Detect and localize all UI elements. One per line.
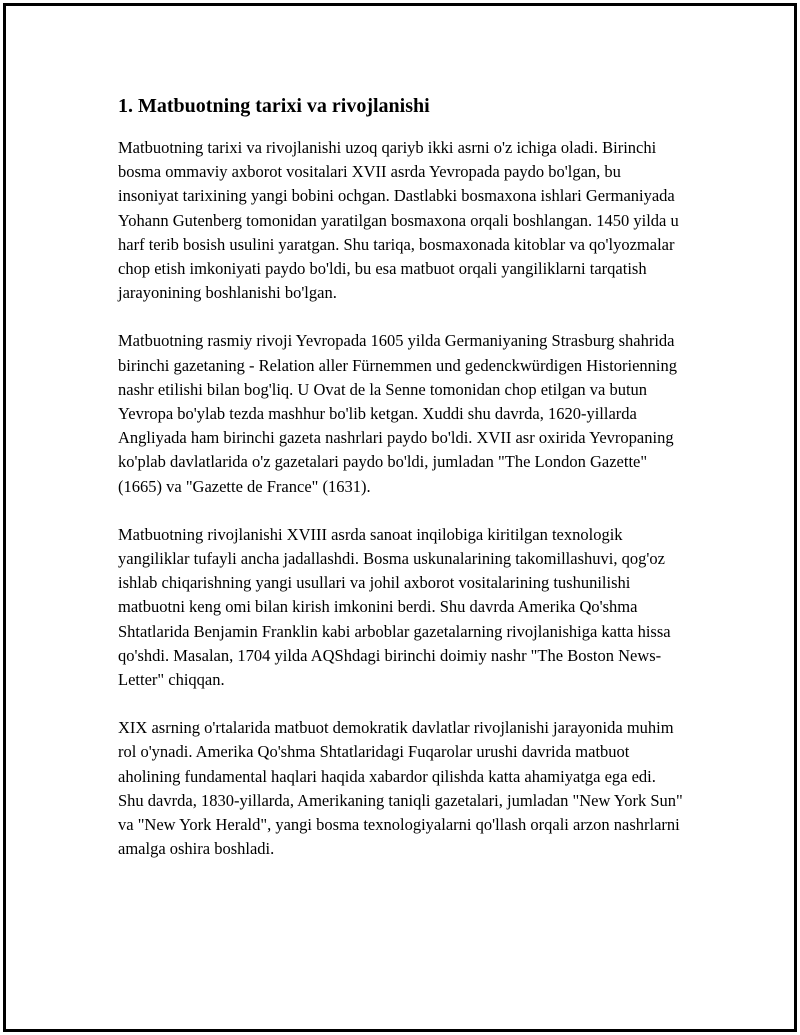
section-heading: 1. Matbuotning tarixi va rivojlanishi xyxy=(118,95,430,117)
paragraph-3: Matbuotning rivojlanishi XVIII asrda sanoat inqilobiga kiritilgan texnologik yangiliklar tufayli ancha jadallashdi. Bosma uskunalarining takomillashuvi, qog'oz ishlab chiqarishning yangi usullari va johil axborot vositalarining tushunilishi matbuotni keng omi bilan kirish imkonini berdi. Shu davrda Amerika Qo'shma Shtatlarida Benjamin Franklin kabi arboblar gazetalarning rivojlanishiga katta hissa qo'shdi. Masalan, 1704 yilda AQShdagi birinchi doimiy nashr "The Boston News-Letter" chiqqan. xyxy=(118,524,671,690)
paragraph-2: Matbuotning rasmiy rivoji Yevropada 1605 yilda Germaniyaning Strasburg shahrida birinchi gazetaning - Relation aller Fürnemmen und gedenckwürdigen Historienning nashr etilishi bilan bog'liq. U Ovat de la Senne tomonidan chop etilgan va butun Yevropa bo'ylab tezda mashhur bo'lib ketgan. Xuddi shu davrda, 1620-yillarda Angliyada ham birinchi gazeta nashrlari paydo bo'ldi. XVII asr oxirida Yevropaning ko'plab davlatlarida o'z gazetalari paydo bo'ldi, jumladan "The London Gazette" (1665) va "Gazette de France" (1631). xyxy=(118,331,678,496)
document-body xyxy=(118,92,684,885)
paragraph-4: XIX asrning o'rtalarida matbuot demokratik davlatlar rivojlanishi jarayonida muhim rol o'ynadi. Amerika Qo'shma Shtatlaridagi Fuqarolar urushi davrida matbuot aholining fundamental haqlari haqida xabardor qilishda katta ahamiyatga ega edi. Shu davrda, 1830-yillarda, Amerikaning taniqli gazetalari, jumladan "New York Sun" va "New York Herald", yangi bosma texnologiyalarni qo'llash orqali arzon nashrlarni amalga oshira boshladi. xyxy=(118,718,683,859)
paragraph-1: Matbuotning tarixi va rivojlanishi uzoq qariyb ikki asrni o'z ichiga oladi. Birinchi bosma ommaviy axborot vositalari XVII asrda Yevropada paydo bo'lgan, bu insoniyat tarixining yangi bobini ochgan. Dastlabki bosmaxona ishlari Germaniyada Yohann Gutenberg tomonidan yaratilgan bosmaxona orqali boshlangan. 1450 yilda u harf terib bosish usulini yaratgan. Shu tariqa, bosmaxonada kitoblar va qo'lyozmalar chop etish imkoniyati paydo bo'ldi, bu esa matbuot orqali yangiliklarni tarqatish jarayonining boshlanishi bo'lgan. xyxy=(118,138,679,303)
